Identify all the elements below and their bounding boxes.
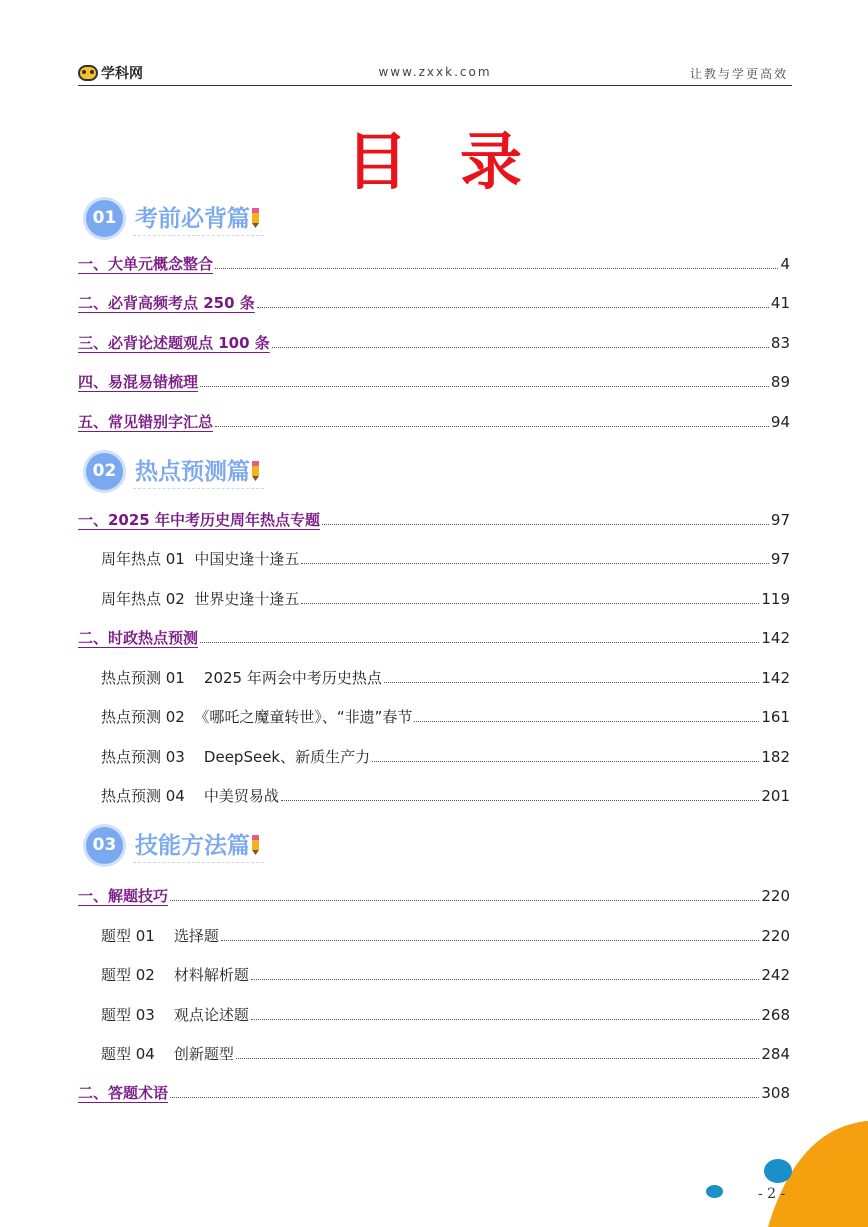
toc-entry[interactable] xyxy=(78,1080,790,1104)
toc-entry-label: 五、常见错别字汇总 xyxy=(78,413,214,431)
toc-entry-page: 83 xyxy=(770,334,790,352)
toc-entry[interactable] xyxy=(78,369,790,393)
toc-entry-label: 题型 02 材料解析题 xyxy=(101,966,249,984)
dot-leader xyxy=(221,940,759,941)
toc-subentry[interactable] xyxy=(101,923,790,947)
decorative-dot xyxy=(764,1159,792,1183)
page-number: - 2 - xyxy=(758,1186,786,1202)
section-number-badge: 02 xyxy=(86,453,123,490)
toc-entry-label: 热点预测 01 2025 年两会中考历史热点 xyxy=(101,669,382,687)
toc-entry-page: 142 xyxy=(761,669,790,687)
dot-leader xyxy=(301,603,759,604)
toc-entry-label: 热点预测 03 DeepSeek、新质生产力 xyxy=(101,748,371,766)
toc-entry-label: 三、必背论述题观点 100 条 xyxy=(78,334,270,352)
toc-entry-page: 308 xyxy=(761,1084,790,1102)
toc-entry-page: 41 xyxy=(770,294,790,312)
dot-leader xyxy=(272,347,769,348)
toc-entry-page: 119 xyxy=(761,590,790,608)
page-title: 目录 xyxy=(345,125,574,198)
dot-leader xyxy=(251,979,759,980)
toc-entry-label: 一、2025 年中考历史周年热点专题 xyxy=(78,511,320,529)
toc-entry-page: 284 xyxy=(761,1045,790,1063)
toc-entry-label: 热点预测 02 《哪吒之魔童转世》、“非遗”春节 xyxy=(101,708,413,726)
toc-subentry[interactable] xyxy=(101,704,790,728)
toc-entry-label: 二、答题术语 xyxy=(78,1084,169,1102)
toc-entry-page: 4 xyxy=(780,255,790,273)
site-url: www.zxxk.com xyxy=(378,65,492,79)
toc-entry-page: 89 xyxy=(770,373,790,391)
toc-entry-label: 四、易混易错梳理 xyxy=(78,373,199,391)
toc-entry-label: 二、时政热点预测 xyxy=(78,629,199,647)
toc-entry-label: 一、大单元概念整合 xyxy=(78,255,214,273)
dot-leader xyxy=(251,1019,759,1020)
dot-leader xyxy=(215,268,778,269)
toc-entry-page: 201 xyxy=(761,787,790,805)
toc-entry[interactable] xyxy=(78,409,790,433)
section-title: 考前必背篇 xyxy=(133,200,264,236)
section-header-03 xyxy=(86,825,264,865)
toc-entry-label: 周年热点 01 中国史逢十逢五 xyxy=(101,550,300,568)
toc-subentry[interactable] xyxy=(101,962,790,986)
page-header xyxy=(78,62,792,84)
toc-entry-page: 97 xyxy=(770,550,790,568)
dot-leader xyxy=(200,642,759,643)
dot-leader xyxy=(236,1058,759,1059)
toc-entry[interactable] xyxy=(78,330,790,354)
dot-leader xyxy=(215,426,769,427)
toc-entry-label: 题型 03 观点论述题 xyxy=(101,1006,249,1024)
toc-entry-label: 热点预测 04 中美贸易战 xyxy=(101,787,279,805)
section-header-01 xyxy=(86,198,264,238)
toc-entry-label: 题型 01 选择题 xyxy=(101,927,219,945)
dot-leader xyxy=(257,307,769,308)
pencil-icon xyxy=(251,461,260,481)
toc-entry[interactable] xyxy=(78,883,790,907)
toc-entry-page: 268 xyxy=(761,1006,790,1024)
dot-leader xyxy=(414,721,759,722)
toc-entry-page: 242 xyxy=(761,966,790,984)
toc-entry-page: 182 xyxy=(761,748,790,766)
dot-leader xyxy=(281,800,759,801)
toc-entry[interactable] xyxy=(78,507,790,531)
toc-entry-page: 220 xyxy=(761,927,790,945)
toc-entry-page: 220 xyxy=(761,887,790,905)
slogan: 让教与学更高效 xyxy=(689,67,788,81)
pencil-icon xyxy=(251,208,260,228)
dot-leader xyxy=(322,524,769,525)
toc-entry-page: 142 xyxy=(761,629,790,647)
toc-entry-label: 一、解题技巧 xyxy=(78,887,169,905)
toc-entry-label: 二、必背高频考点 250 条 xyxy=(78,294,255,312)
toc-entry-page: 161 xyxy=(761,708,790,726)
pencil-icon xyxy=(251,835,260,855)
dot-leader xyxy=(170,900,759,901)
section-header-02 xyxy=(86,451,264,491)
toc-subentry[interactable] xyxy=(101,665,790,689)
toc-entry[interactable] xyxy=(78,251,790,275)
toc-subentry[interactable] xyxy=(101,1002,790,1026)
toc-subentry[interactable] xyxy=(101,1041,790,1065)
logo-text: 学科网 xyxy=(101,66,143,82)
section-title: 热点预测篇 xyxy=(133,453,264,489)
dot-leader xyxy=(384,682,759,683)
decorative-dot xyxy=(706,1185,723,1198)
section-number-badge: 01 xyxy=(86,200,123,237)
toc-subentry[interactable] xyxy=(101,783,790,807)
toc-entry[interactable] xyxy=(78,625,790,649)
toc-subentry[interactable] xyxy=(101,586,790,610)
header-divider xyxy=(78,85,792,86)
toc-entry-label: 周年热点 02 世界史逢十逢五 xyxy=(101,590,300,608)
dot-leader xyxy=(200,386,769,387)
toc-entry-page: 94 xyxy=(770,413,790,431)
toc-subentry[interactable] xyxy=(101,744,790,768)
dot-leader xyxy=(301,563,769,564)
toc-entry-page: 97 xyxy=(770,511,790,529)
dot-leader xyxy=(372,761,759,762)
toc-entry[interactable] xyxy=(78,290,790,314)
section-number-badge: 03 xyxy=(86,827,123,864)
corner-decoration xyxy=(738,1117,868,1227)
toc-subentry[interactable] xyxy=(101,546,790,570)
section-title: 技能方法篇 xyxy=(133,827,264,863)
dot-leader xyxy=(170,1097,759,1098)
toc-entry-label: 题型 04 创新题型 xyxy=(101,1045,234,1063)
